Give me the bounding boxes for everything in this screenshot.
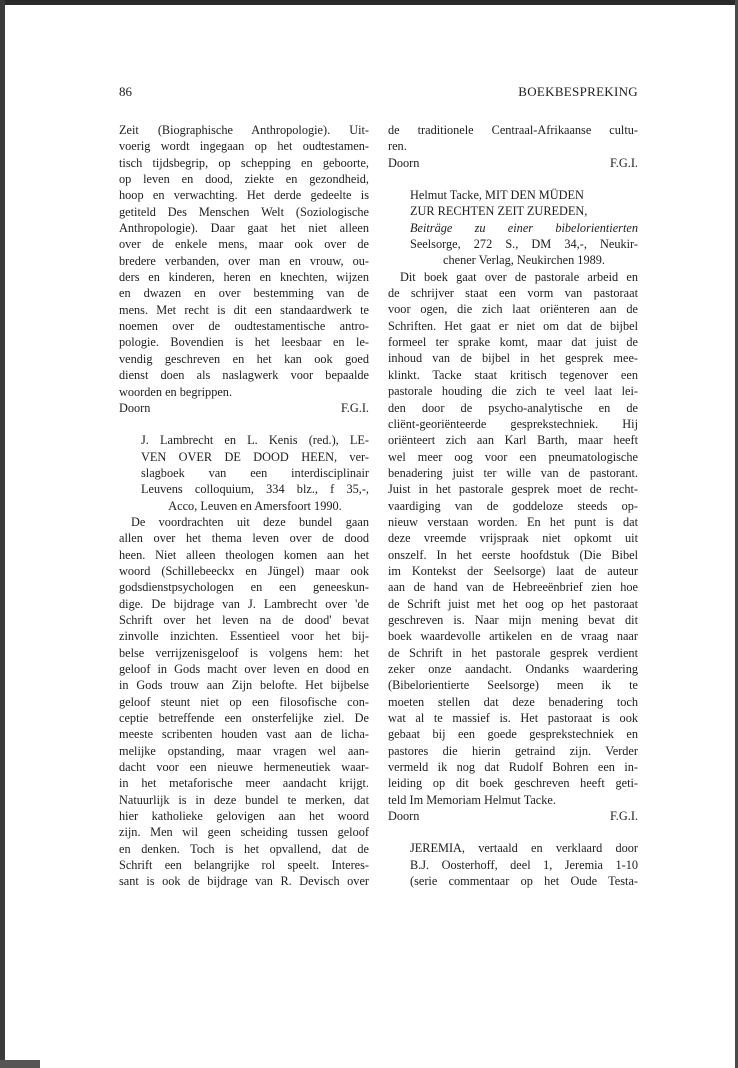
text-line: wel meer oog voor een pneumatologische (388, 449, 638, 464)
text-line: mens. Met recht is dit een standaardwerk te (119, 302, 369, 317)
text-line: vermeld ik nog dat Rudolf Bohren een in- (388, 760, 638, 775)
reference-line: Seelsorge, 272 S., DM 34,-, Neukir- (410, 237, 638, 252)
scan-border-left (0, 0, 5, 1068)
spacer (388, 824, 638, 840)
text-line: godsdienstpsychologen en een geneeskun- (119, 580, 369, 595)
text-line: Schrift over het leven na de dood' bevat (119, 612, 369, 627)
text-line: vendig geschreven en het kan ook goed (119, 351, 369, 366)
text-line: zeker onze aandacht. Ondanks waardering (388, 662, 638, 676)
reference-line (410, 220, 638, 236)
running-head (119, 84, 638, 102)
review-2-continuation (388, 122, 638, 155)
text-line: en denken. Toch is het opvallend, dat de (119, 841, 369, 856)
signature-place: Doorn (388, 155, 420, 170)
signature-initials: F.G.I. (340, 400, 369, 415)
text-line: voerig wordt ingegaan op het oudtestamen- (119, 139, 369, 154)
reference-line-italic: Beiträge zu einer bibelorientierten (410, 220, 638, 235)
spacer (119, 416, 369, 432)
text-line: dienst doen als naslagwerk voor bepaalde (119, 368, 369, 383)
review-2-signature (388, 155, 638, 171)
text-line: woorden en begrippen. (119, 384, 233, 399)
right-column (388, 122, 638, 889)
signature-place: Doorn (388, 809, 420, 824)
text-line: moeten stellen dat deze benadering toch (388, 694, 638, 709)
text-line: den door de psycho-analytische en de (388, 400, 638, 415)
text-line: sant is ook de bijdrage van R. Devisch over (119, 874, 369, 889)
spacer (388, 171, 638, 187)
signature-initials: F.G.I. (609, 155, 638, 170)
text-line: ceptie betreffende een onsterfelijke ziel. De (119, 711, 369, 726)
text-line: pastores die hierin getraind zijn. Verder (388, 743, 638, 758)
text-line: hier katholieke gelovigen aan het woord (119, 809, 369, 824)
review-1-signature (119, 400, 369, 416)
text-line: nieuw verstaan worden. En het punt is dat (388, 514, 638, 529)
text-line: boek waardevolle artikelen en de vraag naar (388, 629, 638, 644)
reference-line: ZUR RECHTEN ZEIT ZUREDEN, (410, 204, 588, 219)
text-line: zijn. Men wil geen scheiding tussen geloof (119, 825, 369, 840)
reference-line: VEN OVER DE DOOD HEEN, ver- (141, 449, 369, 464)
review-3-body (388, 269, 638, 808)
text-line: aan de hand van de Hebreeënbrief zien hoe (388, 580, 638, 595)
text-line: benadering juist ter wille van de pastorant. (388, 465, 638, 480)
reference-line: (serie commentaar op het Oude Testa- (410, 874, 638, 889)
text-line: melijke opstanding, maar vragen wel aan- (119, 743, 369, 758)
text-line: de Schrift juist met het oog op het pastoraat (388, 596, 638, 611)
text-line: leiding op dit boek geschreven heeft geti- (388, 776, 638, 791)
text-line: Natuurlijk is in deze bundel te merken, dat (119, 792, 369, 807)
text-line: noemen over de oudtestamentische antro- (119, 319, 369, 334)
reference-line: chener Verlag, Neukirchen 1989. (443, 253, 605, 268)
text-line: deze vreemde vrijspraak niet opkomt uit (388, 531, 638, 546)
review-1-body (119, 122, 369, 400)
left-column (119, 122, 369, 890)
reference-line: J. Lambrecht en L. Kenis (red.), LE- (141, 433, 369, 448)
text-line: de Schrift in het pastorale gesprek verdient (388, 645, 638, 660)
text-line: im Kontekst der Seelsorge) laat de auteur (388, 563, 638, 578)
text-line: geloof in Gods macht over leven en dood en (119, 662, 369, 676)
text-line: dige. De bijdrage van J. Lambrecht over 'de (119, 596, 369, 611)
signature-initials: F.G.I. (609, 809, 638, 824)
text-line: cliënt-georiënteerde gesprekstechniek. Hij (388, 416, 638, 431)
reference-line: Helmut Tacke, MIT DEN MÜDEN (410, 188, 584, 203)
text-line: heen. Niet alleen theologen komen aan het (119, 547, 369, 562)
text-line: geloof steunt niet op een filosofische con- (119, 694, 369, 709)
text-line: vaardiging van de goddeloze steeds op- (388, 498, 638, 513)
text-line: teld Im Memoriam Helmut Tacke. (388, 792, 556, 807)
reference-line: Acco, Leuven en Amersfoort 1990. (168, 498, 342, 513)
text-line: dacht voor een nieuwe hermeneutiek waar- (119, 760, 369, 775)
text-line: de schrijver staat een vorm van pastoraat (388, 286, 638, 301)
text-line: klinkt. Tacke staat kritisch tegenover een (388, 367, 638, 382)
text-line: wat al te massief is. Het pastoraat is ook (388, 711, 638, 726)
text-line: Schrift een belangrijke rol speelt. Interes- (119, 858, 369, 873)
text-line: Juist in het pastorale gesprek moet de recht- (388, 482, 638, 497)
review-3-reference (388, 187, 638, 269)
reference-line: slagboek van een interdisciplinair (141, 465, 369, 480)
review-2-reference (119, 432, 369, 514)
text-line: voor ogen, die zich laat oriënteren aan de (388, 302, 638, 317)
text-line: ren. (388, 139, 407, 154)
text-line: inhoud van de bijbel in het gesprek mee- (388, 351, 638, 366)
text-line: Anthropologie). Daar gaat het niet alleen (119, 221, 369, 236)
text-line: pologie. Bovendien is het leesbaar en le- (119, 335, 369, 350)
signature-place: Doorn (119, 400, 151, 415)
text-line: bredere verbanden, over man en vrouw, ou- (119, 253, 369, 268)
text-line: in het metaforische meer aandacht krijgt. (119, 776, 369, 791)
text-line: belse verrijzenisgeloof is volgens hem: het (119, 645, 369, 660)
reference-line: Leuvens colloquium, 334 blz., f 35,-, (141, 482, 369, 497)
text-line: tisch tijdsbegrip, op schepping en geboorte, (119, 155, 369, 170)
text-line: op leven en dood, ziekte en gezondheid, (119, 172, 369, 187)
text-line: gebaat bij een goede gesprekstechniek en (388, 727, 638, 742)
section-title: BOEKBESPREKING (518, 84, 638, 99)
text-line: zinvolle inzichten. Essentieel voor het bij- (119, 629, 369, 644)
text-line: hoop en verwachting. Het derde gedeelte is (119, 188, 369, 203)
text-line: formeel ter sprake komt, maar dat juist de (388, 335, 638, 350)
scan-corner-bottom-left (0, 1060, 40, 1068)
text-line: pastorale houding die zich te veel laat lei- (388, 384, 638, 399)
text-line: getiteld Des Menschen Welt (Soziologische (119, 204, 369, 219)
text-line: woord (Schillebeeckx en Jüngel) maar ook (119, 563, 369, 578)
text-line: Schriften. Het gaat er niet om dat de bijbel (388, 318, 638, 333)
text-line: de traditionele Centraal-Afrikaanse cultu- (388, 123, 638, 137)
scan-border-top (0, 0, 738, 5)
text-line: (Bibelorientierte Seelsorge) meen ik te (388, 678, 638, 693)
text-line: onszelf. In het eerste hoofdstuk (Die Bibel (388, 547, 638, 562)
reference-line: JEREMIA, vertaald en verklaard door (410, 841, 638, 856)
text-line: in Gods trouw aan Zijn belofte. Het bijbelse (119, 678, 369, 693)
review-2-body (119, 514, 369, 890)
page-number: 86 (119, 84, 132, 99)
text-line: meeste scribenten houden vast aan de licha- (119, 727, 369, 742)
text-line: geschreven is. Naar mijn mening bevat dit (388, 612, 638, 627)
text-line: oriënteert zich aan Karl Barth, maar heeft (388, 433, 638, 448)
text-line: over de enkele mens, maar ook over de (119, 237, 369, 252)
reference-line: B.J. Oosterhoff, deel 1, Jeremia 1-10 (410, 857, 638, 872)
text-line: en dwazen en over bestemming van de (119, 286, 369, 301)
text-line: Dit boek gaat over de pastorale arbeid en (400, 269, 638, 284)
text-line: De voordrachten uit deze bundel gaan (131, 514, 369, 529)
review-3-signature (388, 808, 638, 824)
review-4-reference (388, 840, 638, 889)
text-line: allen over het thema leven over de dood (119, 531, 369, 546)
text-line: ders en kinderen, heren en knechten, wijzen (119, 270, 369, 285)
text-line: Zeit (Biographische Anthropologie). Uit- (119, 123, 369, 137)
